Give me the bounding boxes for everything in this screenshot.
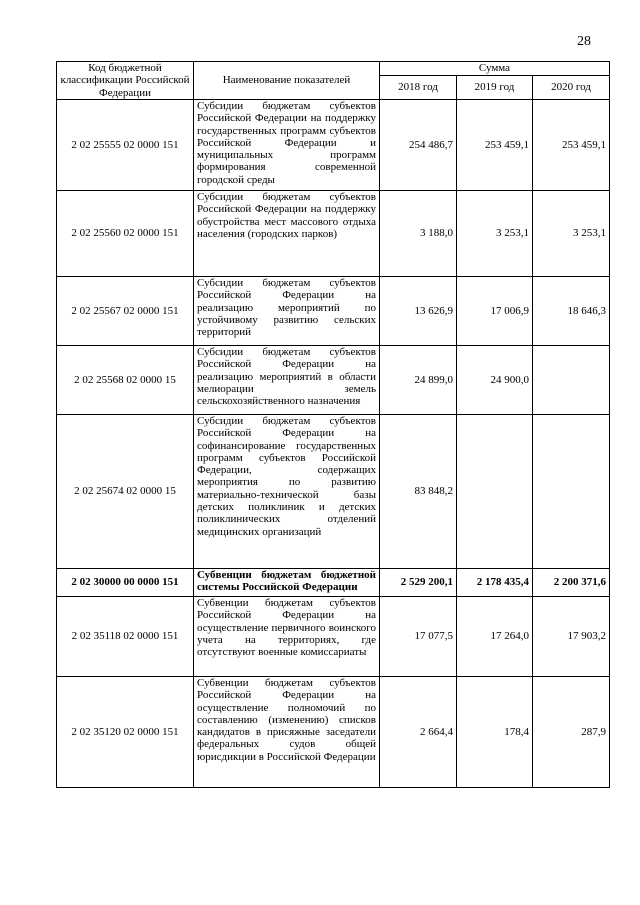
row-value-2019: 253 459,1 [457,100,533,191]
row-value-2019: 17 006,9 [457,277,533,346]
row-value-2018: 2 529 200,1 [380,569,457,597]
row-value-2018: 2 664,4 [380,677,457,788]
table-row [57,346,610,415]
table-row [57,597,610,677]
header-sum: Сумма [380,62,610,76]
table-row [57,415,610,569]
page-number: 28 [577,34,591,49]
header-code: Код бюджетной классификации Российской Федерации [57,62,194,100]
row-name: Субсидии бюджетам субъектов Российской Федерации на реализацию мероприятий в области мелиорации земель сельскохозяйственного назначения [194,346,380,415]
row-name: Субсидии бюджетам субъектов Российской Федерации на реализацию мероприятий по устойчивому развитию сельских территорий [194,277,380,346]
table-row [57,677,610,788]
row-value-2019: 24 900,0 [457,346,533,415]
table-row [57,100,610,191]
row-code: 2 02 35120 02 0000 151 [57,677,194,788]
row-name: Субвенции бюджетам субъектов Российской Федерации на осуществление первичного воинского учета на территориях, где отсутствуют военные комиссариаты [194,597,380,677]
row-value-2020: 17 903,2 [533,597,610,677]
row-value-2018: 83 848,2 [380,415,457,569]
row-name: Субвенции бюджетам субъектов Российской Федерации на осуществление полномочий по составлению (изменению) списков кандидатов в присяжные заседатели федеральных судов общей юрисдикции в Российской Федерации [194,677,380,788]
row-value-2020: 287,9 [533,677,610,788]
row-code: 2 02 35118 02 0000 151 [57,597,194,677]
row-name: Субсидии бюджетам субъектов Российской Федерации на софинансирование государственных программ субъектов Российской Федерации, содержащих мероприятия по развитию материально-технической базы детских поликлиник и детских поликлинических отделений медицинских организаций [194,415,380,569]
row-value-2020: 253 459,1 [533,100,610,191]
row-value-2019 [457,415,533,569]
row-value-2020: 2 200 371,6 [533,569,610,597]
row-value-2020 [533,346,610,415]
row-value-2019: 3 253,1 [457,191,533,277]
header-name: Наименование показателей [194,62,380,100]
header-year-2018: 2018 год [380,76,457,100]
table-row [57,277,610,346]
header-year-2020: 2020 год [533,76,610,100]
row-name: Субсидии бюджетам субъектов Российской Федерации на поддержку государственных программ субъектов Российской Федерации и муниципальных программ формирования современной городской среды [194,100,380,191]
header-year-2019: 2019 год [457,76,533,100]
row-value-2018: 17 077,5 [380,597,457,677]
row-value-2018: 13 626,9 [380,277,457,346]
table-row-subtotal [57,569,610,597]
row-name: Субсидии бюджетам субъектов Российской Федерации на поддержку обустройства мест массового отдыха населения (городских парков) [194,191,380,277]
row-value-2018: 3 188,0 [380,191,457,277]
row-value-2020: 18 646,3 [533,277,610,346]
row-value-2020: 3 253,1 [533,191,610,277]
row-value-2018: 24 899,0 [380,346,457,415]
row-value-2018: 254 486,7 [380,100,457,191]
row-value-2019: 17 264,0 [457,597,533,677]
row-code: 2 02 30000 00 0000 151 [57,569,194,597]
row-value-2019: 178,4 [457,677,533,788]
row-code: 2 02 25560 02 0000 151 [57,191,194,277]
row-code: 2 02 25567 02 0000 151 [57,277,194,346]
row-value-2020 [533,415,610,569]
row-name: Субвенции бюджетам бюджетной системы Российской Федерации [194,569,380,597]
row-code: 2 02 25674 02 0000 15 [57,415,194,569]
row-code: 2 02 25555 02 0000 151 [57,100,194,191]
row-code: 2 02 25568 02 0000 15 [57,346,194,415]
table-row [57,191,610,277]
row-value-2019: 2 178 435,4 [457,569,533,597]
budget-table [56,61,610,788]
